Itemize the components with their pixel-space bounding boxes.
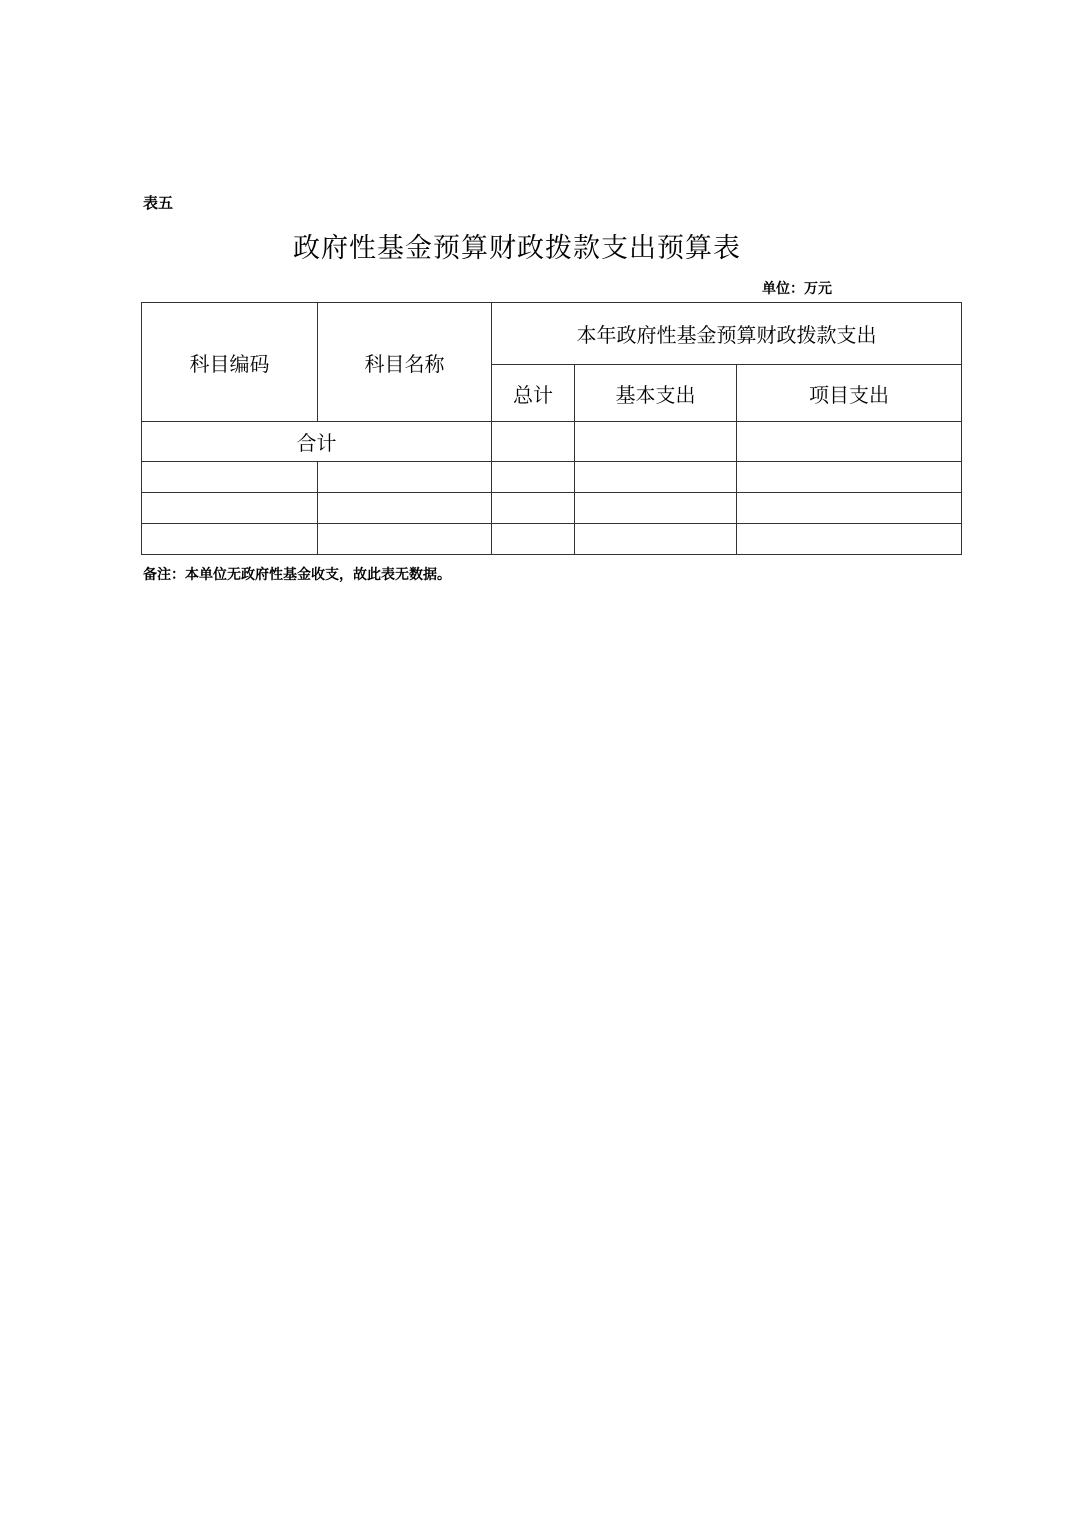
- table-cell: [737, 524, 962, 555]
- table-row: [142, 524, 962, 555]
- total-row: [142, 422, 962, 462]
- table-cell: [492, 524, 575, 555]
- table-cell: [318, 462, 492, 493]
- header-name: 科目名称: [318, 303, 492, 422]
- table-cell: [575, 493, 737, 524]
- table-cell: [318, 524, 492, 555]
- header-group: 本年政府性基金预算财政拨款支出: [492, 303, 962, 365]
- table-cell: [575, 524, 737, 555]
- table-row: [142, 462, 962, 493]
- table-cell: [575, 422, 737, 462]
- table-number-label: 表五: [143, 194, 174, 212]
- header-total: 总计: [492, 365, 575, 422]
- table-cell: [737, 462, 962, 493]
- unit-label: 单位：万元: [762, 281, 832, 297]
- table-cell: [142, 524, 318, 555]
- table-cell: [142, 462, 318, 493]
- table-cell: [575, 462, 737, 493]
- header-basic: 基本支出: [575, 365, 737, 422]
- table-row: [142, 493, 962, 524]
- footnote: 备注：本单位无政府性基金收支，故此表无数据。: [143, 567, 451, 583]
- header-project: 项目支出: [737, 365, 962, 422]
- table-cell: [737, 493, 962, 524]
- table-cell: [492, 493, 575, 524]
- budget-table: [141, 302, 962, 555]
- document-title: [0, 226, 1074, 265]
- document-title-text: 政府性基金预算财政拨款支出预算表: [293, 233, 741, 264]
- table-cell: [318, 493, 492, 524]
- table-cell: [737, 422, 962, 462]
- header-code: 科目编码: [142, 303, 318, 422]
- table-cell: [492, 462, 575, 493]
- header-row-1: [142, 303, 962, 365]
- total-row-label: 合计: [142, 422, 492, 462]
- table-cell: [142, 493, 318, 524]
- table-cell: [492, 422, 575, 462]
